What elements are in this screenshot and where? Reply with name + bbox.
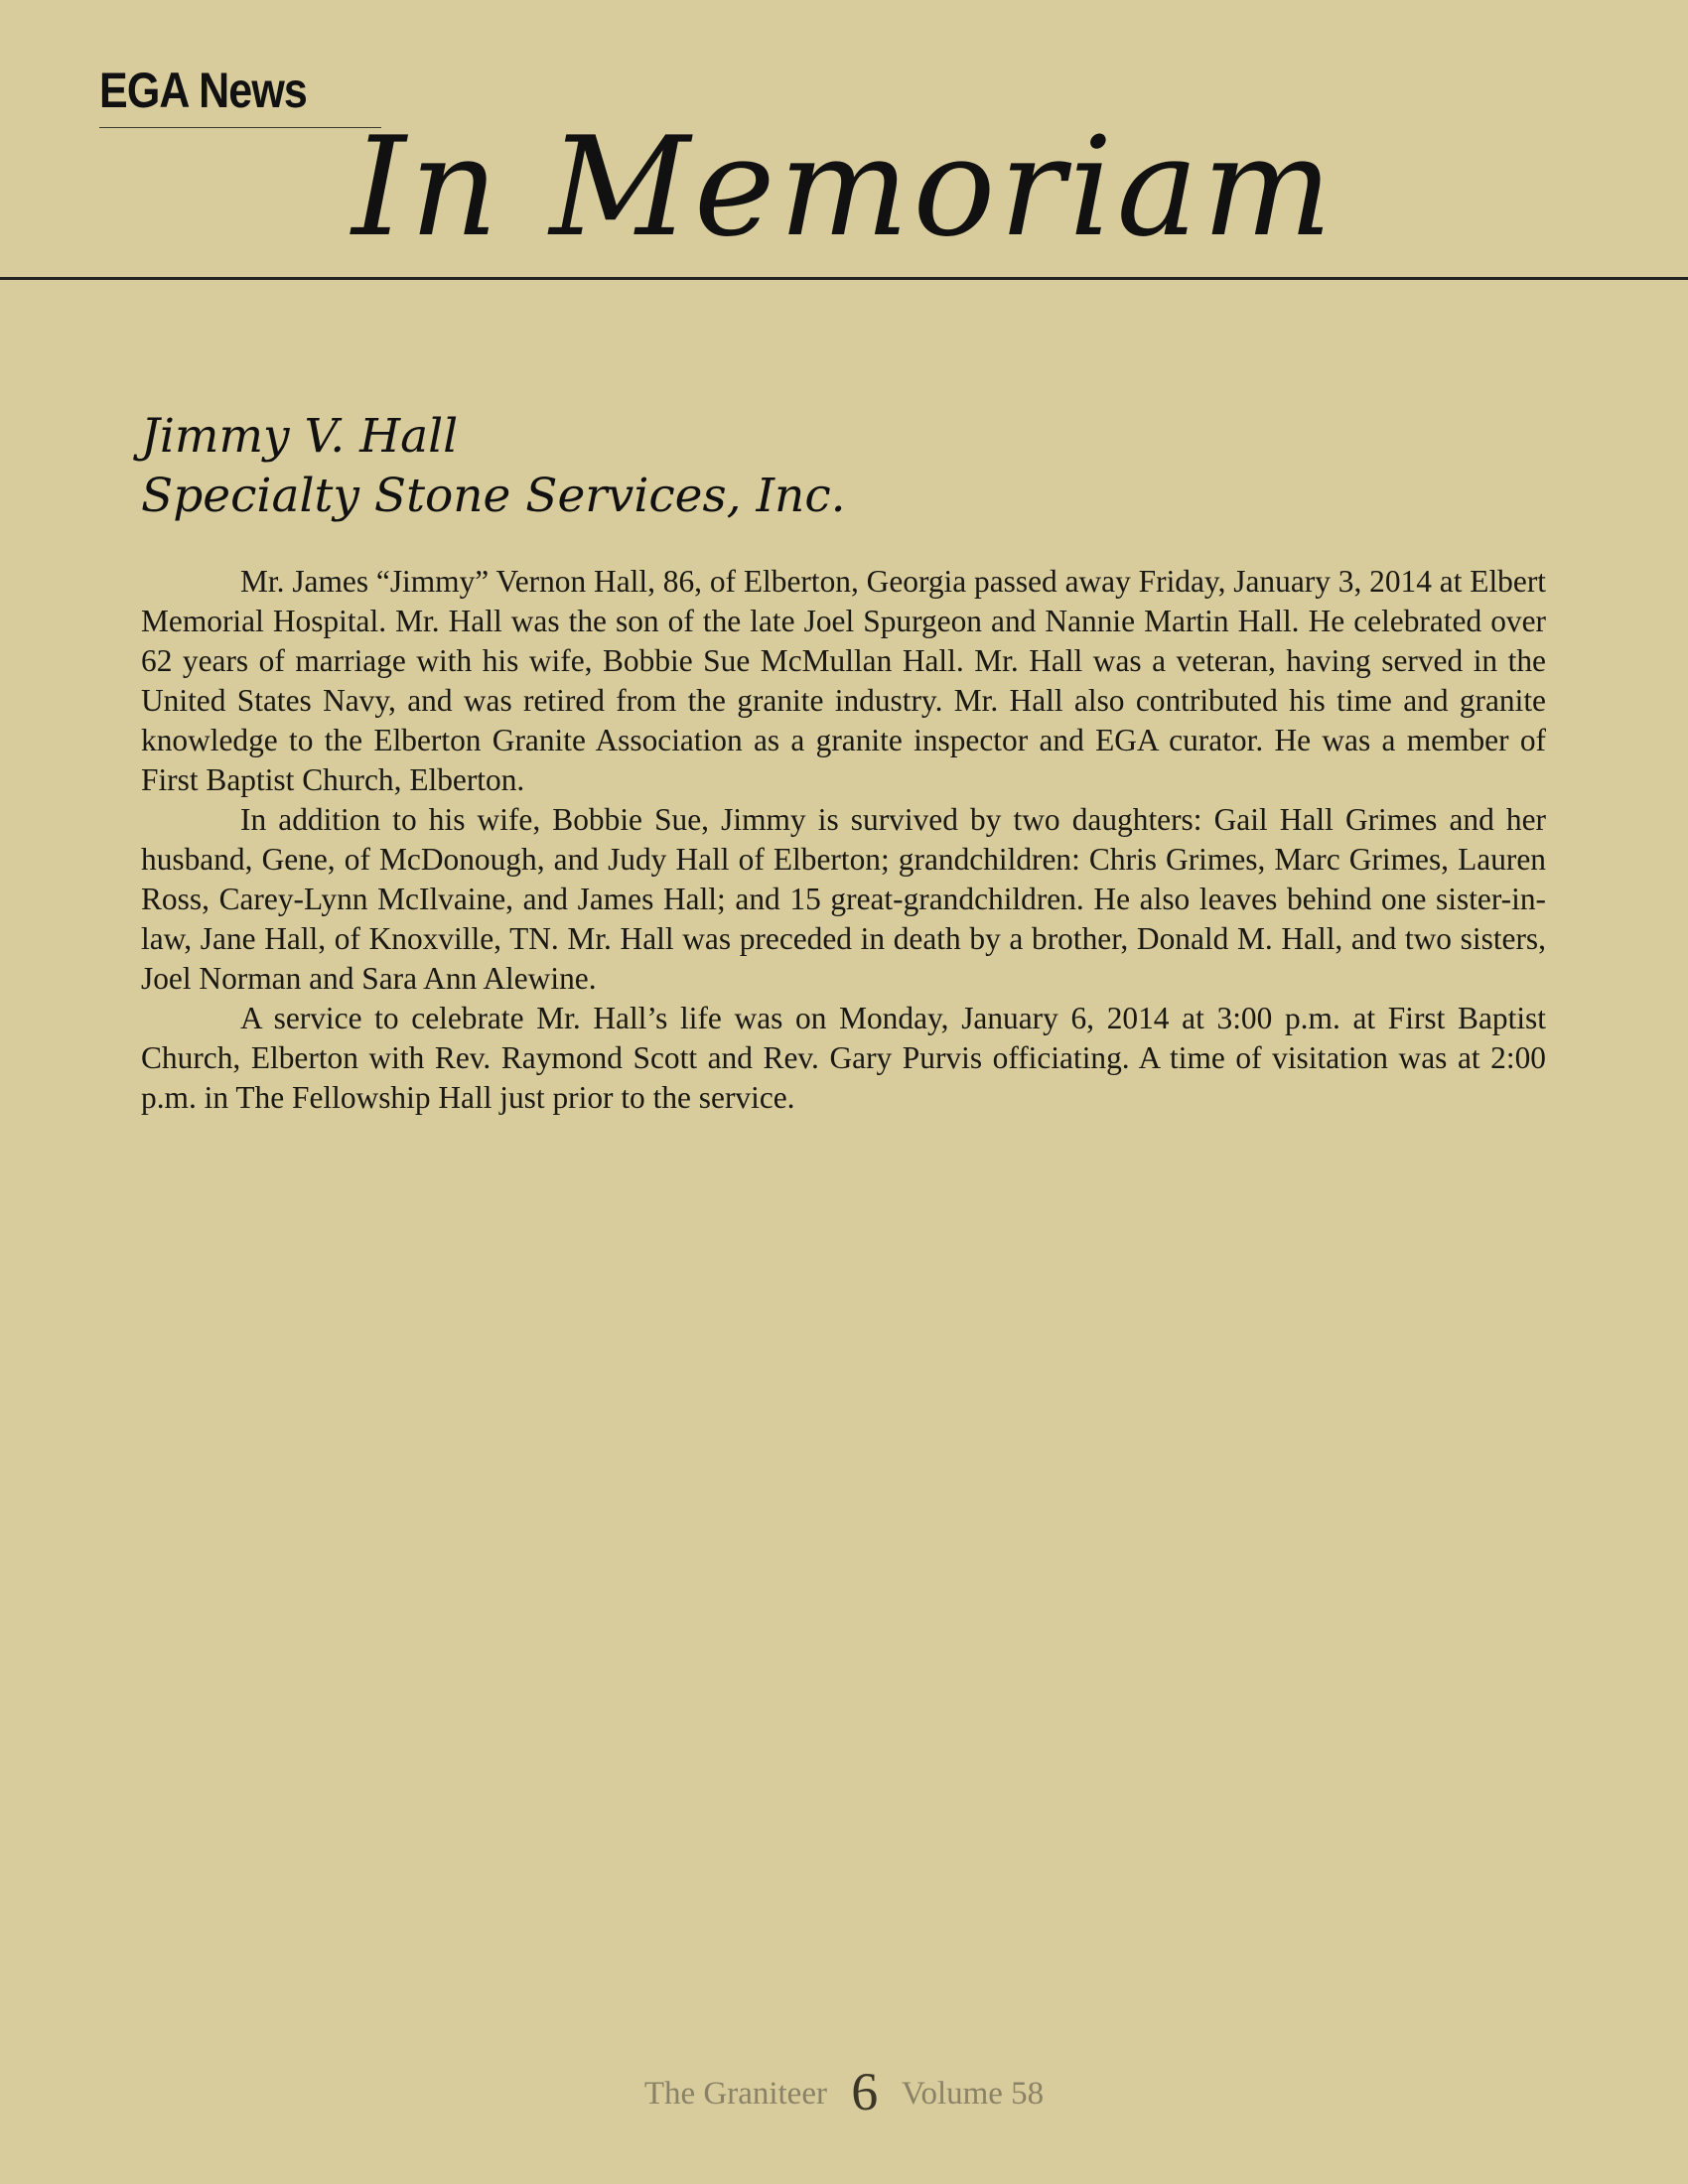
footer-volume: Volume 58 bbox=[901, 2076, 1045, 2112]
page-title: In Memoriam bbox=[352, 107, 1336, 267]
page-number: 6 bbox=[851, 2062, 879, 2121]
section-tag: EGA News bbox=[99, 63, 307, 118]
obituary-paragraph: In addition to his wife, Bobbie Sue, Jimmy is survived by two daughters: Gail Hall Grimes and her husband, Gene, of McDonough, and Judy Hall of Elberton; grandchildren: Chris Grimes, Marc Grimes, Lauren Ross, Carey-Lynn McIlvaine, and James Hall; and 15 great-grandchildren. He also leaves behind one sister-in-law, Jane Hall, of Knoxville, TN. Mr. Hall was preceded in death by a brother, Donald M. Hall, and two sisters, Joel Norman and Sara Ann Alewine. bbox=[141, 802, 1546, 996]
obituary-company: Specialty Stone Services, Inc. bbox=[141, 469, 846, 523]
title-divider bbox=[0, 277, 1688, 280]
footer-publication: The Graniteer bbox=[643, 2076, 827, 2112]
obituary-paragraph: A service to celebrate Mr. Hall’s life was on Monday, January 6, 2014 at 3:00 p.m. at First Baptist Church, Elberton with Rev. Raymond Scott and Rev. Gary Purvis officiating. A time of visitation was at 2:00 p.m. in The Fellowship Hall just prior to the service. bbox=[141, 1001, 1546, 1115]
obituary-paragraph: Mr. James “Jimmy” Vernon Hall, 86, of Elberton, Georgia passed away Friday, January 3, 2014 at Elbert Memorial Hospital. Mr. Hall was the son of the late Joel Spurgeon and Nannie Martin Hall. He celebrated over 62 years of marriage with his wife, Bobbie Sue McMullan Hall. Mr. Hall was a veteran, having served in the United States Navy, and was retired from the granite industry. Mr. Hall also contributed his time and granite knowledge to the Elberton Granite Association as a granite inspector and EGA curator. He was a member of First Baptist Church, Elberton. bbox=[141, 564, 1546, 797]
obituary-name: Jimmy V. Hall bbox=[141, 409, 459, 464]
page-footer bbox=[0, 2062, 1688, 2121]
obituary-body bbox=[141, 562, 1546, 1118]
